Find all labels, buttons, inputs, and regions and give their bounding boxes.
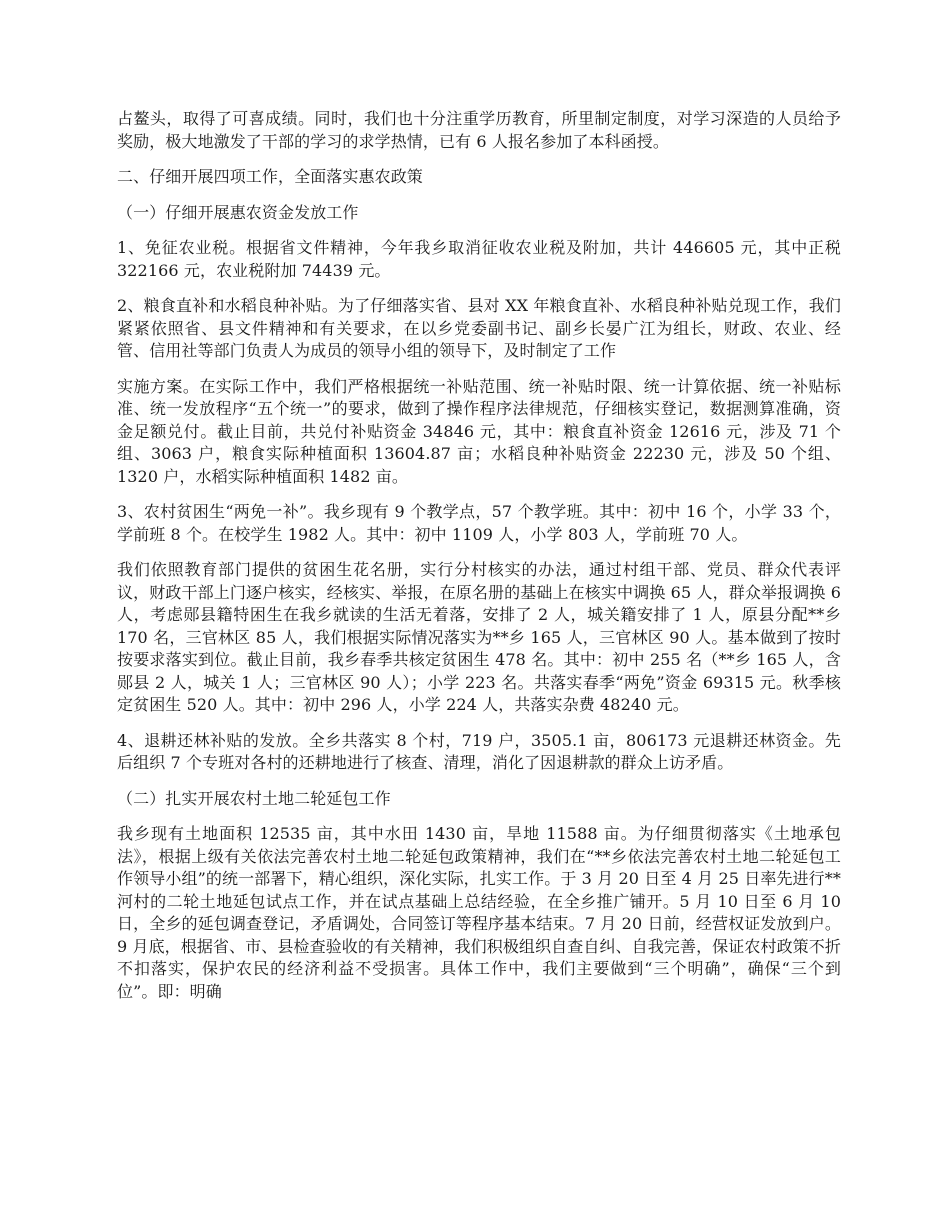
paragraph: 占鳌头，取得了可喜成绩。同时，我们也十分注重学历教育，所里制定制度，对学习深造的人员给予奖励，极大地激发了干部的学习的求学热情，已有 6 人报名参加了本科函授。 <box>117 109 841 151</box>
paragraph: 实施方案。在实际工作中，我们严格根据统一补贴范围、统一补贴时限、统一计算依据、统一补贴标准、统一发放程序“五个统一”的要求，做到了操作程序法律规范，仔细核实登记，数据测算准确，资金足额兑付。截止目前，共兑付补贴资金 34846 元，其中：粮食直补资金 12616 元，涉及 71 个组、3063 户，粮食实际种植面积 13604.87 亩；水稻良种补贴资金 22230 元，涉及 50 个组、1320 户，水稻实际种植面积 1482 亩。 <box>117 376 841 486</box>
paragraph: 4、退耕还林补贴的发放。全乡共落实 8 个村，719 户，3505.1 亩，806173 元退耕还林资金。先后组织 7 个专班对各村的还耕地进行了核查、清理，消化了因退耕款的群众上访矛盾。 <box>117 730 841 772</box>
section-heading: 二、仔细开展四项工作，全面落实惠农政策 <box>117 167 423 186</box>
subsection-heading: （二）扎实开展农村土地二轮延包工作 <box>117 788 391 808</box>
paragraph: 3、农村贫困生“两免一补”。我乡现有 9 个教学点，57 个教学班。其中：初中 16 个，小学 33 个，学前班 8 个。在校学生 1982 人。其中：初中 1109 人，小学 803 人，学前班 70 人。 <box>117 502 841 544</box>
paragraph: 1、免征农业税。根据省文件精神，今年我乡取消征收农业税及附加，共计 446605 元，其中正税 322166 元，农业税附加 74439 元。 <box>117 238 841 280</box>
paragraph: 2、粮食直补和水稻良种补贴。为了仔细落实省、县对 XX 年粮食直补、水稻良种补贴兑现工作，我们紧紧依照省、县文件精神和有关要求，在以乡党委副书记、副乡长晏广江为组长，财政、农业、经管、信用社等部门负责人为成员的领导小组的领导下，及时制定了工作 <box>117 296 841 360</box>
subsection-heading: （一）仔细开展惠农资金发放工作 <box>117 202 359 222</box>
paragraph: 我乡现有土地面积 12535 亩，其中水田 1430 亩，旱地 11588 亩。为仔细贯彻落实《土地承包法》，根据上级有关依法完善农村土地二轮延包政策精神，我们在“**乡依法完善农村土地二轮延包工作领导小组”的统一部署下，精心组织，深化实际，扎实工作。于 3 月 20 日至 4 月 25 日率先进行**河村的二轮土地延包试点工作，并在试点基础上总结经验，在全乡推广铺开。5 月 10 日至 6 月 10 日，全乡的延包调查登记，矛盾调处，合同签订等程序基本结束。7 月 20 日前，经营权证发放到户。9 月底，根据省、市、县检查验收的有关精神，我们积极组织自查自纠、自我完善，保证农村政策不折不扣落实，保护农民的经济利益不受损害。具体工作中，我们主要做到“三个明确”，确保“三个到位”。即：明确 <box>117 824 841 1001</box>
document-body <box>117 108 841 1016</box>
paragraph: 我们依照教育部门提供的贫困生花名册，实行分村核实的办法，通过村组干部、党员、群众代表评议，财政干部上门逐户核实，经核实、举报，在原名册的基础上在核实中调换 65 人，群众举报调换 6 人，考虑郧县籍特困生在我乡就读的生活无着落，安排了 2 人，城关籍安排了 1 人，原县分配**乡 170 名，三官林区 85 人，我们根据实际情况落实为**乡 165 人，三官林区 90 人。基本做到了按时按要求落实到位。截止目前，我乡春季共核定贫困生 478 名。其中：初中 255 名（**乡 165 人，含郧县 2 人，城关 1 人；三官林区 90 人）；小学 223 名。共落实春季“两免”资金 69315 元。秋季核定贫困生 520 人。其中：初中 296 人，小学 224 人，共落实杂费 48240 元。 <box>117 560 841 714</box>
